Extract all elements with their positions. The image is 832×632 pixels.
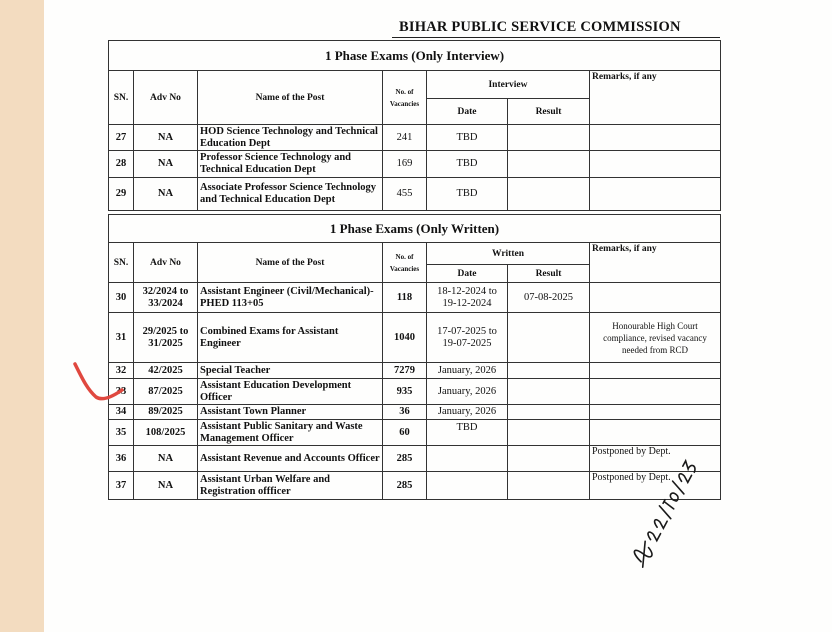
header-underline xyxy=(392,37,720,38)
remarks-cell xyxy=(590,420,721,446)
sn-cell: 31 xyxy=(109,313,134,363)
date-cell: TBD xyxy=(427,151,508,178)
written-table xyxy=(108,214,721,500)
vacancies-cell: 36 xyxy=(383,405,427,420)
post-name-header: Name of the Post xyxy=(198,243,383,283)
remarks-cell xyxy=(590,151,721,178)
vacancies-header: No. of Vacancies xyxy=(383,71,427,125)
interview-group-header: Interview xyxy=(427,71,590,99)
post-cell: Assistant Urban Welfare and Registration offficer xyxy=(198,472,383,500)
date-cell: 17-07-2025 to 19-07-2025 xyxy=(427,313,508,363)
adv-cell: NA xyxy=(134,178,198,211)
adv-cell: 32/2024 to 33/2024 xyxy=(134,283,198,313)
result-cell xyxy=(508,363,590,379)
result-cell xyxy=(508,405,590,420)
result-cell: 07-08-2025 xyxy=(508,283,590,313)
paper-edge xyxy=(0,0,44,632)
result-cell xyxy=(508,125,590,151)
remarks-cell: Postponed by Dept. xyxy=(590,446,721,472)
vacancies-cell: 60 xyxy=(383,420,427,446)
sn-header: SN. xyxy=(109,71,134,125)
sn-cell: 36 xyxy=(109,446,134,472)
vacancies-cell: 935 xyxy=(383,379,427,405)
result-cell xyxy=(508,313,590,363)
result-header: Result xyxy=(508,99,590,125)
post-cell: Assistant Education Development Officer xyxy=(198,379,383,405)
post-cell: Assistant Town Planner xyxy=(198,405,383,420)
sn-cell: 35 xyxy=(109,420,134,446)
sn-cell: 37 xyxy=(109,472,134,500)
remarks-cell xyxy=(590,283,721,313)
adv-no-header: Adv No xyxy=(134,243,198,283)
date-cell: TBD xyxy=(427,178,508,211)
date-cell: 18-12-2024 to 19-12-2024 xyxy=(427,283,508,313)
result-cell xyxy=(508,472,590,500)
remarks-cell: Honourable High Court compliance, revised vacancy needed from RCD xyxy=(590,313,721,363)
vacancies-cell: 7279 xyxy=(383,363,427,379)
written-group-header: Written xyxy=(427,243,590,265)
written-section-title: 1 Phase Exams (Only Written) xyxy=(109,215,721,243)
vacancies-cell: 241 xyxy=(383,125,427,151)
sn-cell: 29 xyxy=(109,178,134,211)
table-row xyxy=(109,472,721,500)
vacancies-cell: 285 xyxy=(383,472,427,500)
remarks-cell: Postponed by Dept. xyxy=(590,472,721,500)
table-row xyxy=(109,363,721,379)
table-row xyxy=(109,151,721,178)
date-cell: January, 2026 xyxy=(427,379,508,405)
post-cell: Assistant Public Sanitary and Waste Management Officer xyxy=(198,420,383,446)
result-cell xyxy=(508,379,590,405)
adv-cell: NA xyxy=(134,151,198,178)
remarks-header: Remarks, if any xyxy=(590,243,721,283)
adv-cell: NA xyxy=(134,125,198,151)
post-cell: Assistant Engineer (Civil/Mechanical)- PHED 113+05 xyxy=(198,283,383,313)
sn-header: SN. xyxy=(109,243,134,283)
table-row xyxy=(109,178,721,211)
date-cell xyxy=(427,446,508,472)
result-cell xyxy=(508,420,590,446)
adv-cell: 42/2025 xyxy=(134,363,198,379)
result-cell xyxy=(508,151,590,178)
table-row xyxy=(109,446,721,472)
adv-cell: NA xyxy=(134,446,198,472)
sn-cell: 27 xyxy=(109,125,134,151)
sn-cell: 34 xyxy=(109,405,134,420)
table-row xyxy=(109,313,721,363)
post-name-header: Name of the Post xyxy=(198,71,383,125)
result-cell xyxy=(508,446,590,472)
vacancies-cell: 285 xyxy=(383,446,427,472)
date-header: Date xyxy=(427,265,508,283)
adv-no-header: Adv No xyxy=(134,71,198,125)
adv-cell: NA xyxy=(134,472,198,500)
remarks-cell xyxy=(590,363,721,379)
remarks-cell xyxy=(590,405,721,420)
date-header: Date xyxy=(427,99,508,125)
post-cell: Associate Professor Science Technology and Technical Education Dept xyxy=(198,178,383,211)
interview-section-title: 1 Phase Exams (Only Interview) xyxy=(109,41,721,71)
post-cell: Combined Exams for Assistant Engineer xyxy=(198,313,383,363)
post-cell: Professor Science Technology and Technical Education Dept xyxy=(198,151,383,178)
date-cell: January, 2026 xyxy=(427,405,508,420)
adv-cell: 108/2025 xyxy=(134,420,198,446)
table-row xyxy=(109,405,721,420)
remarks-cell xyxy=(590,379,721,405)
post-cell: Special Teacher xyxy=(198,363,383,379)
adv-cell: 29/2025 to 31/2025 xyxy=(134,313,198,363)
vacancies-cell: 169 xyxy=(383,151,427,178)
sn-cell: 30 xyxy=(109,283,134,313)
table-row xyxy=(109,420,721,446)
interview-table xyxy=(108,40,721,211)
vacancies-cell: 455 xyxy=(383,178,427,211)
adv-cell: 89/2025 xyxy=(134,405,198,420)
date-cell: January, 2026 xyxy=(427,363,508,379)
result-cell xyxy=(508,178,590,211)
table-row xyxy=(109,283,721,313)
vacancies-cell: 118 xyxy=(383,283,427,313)
sn-cell: 32 xyxy=(109,363,134,379)
date-cell: TBD xyxy=(427,420,508,446)
date-cell: TBD xyxy=(427,125,508,151)
remarks-header: Remarks, if any xyxy=(590,71,721,125)
post-cell: HOD Science Technology and Technical Education Dept xyxy=(198,125,383,151)
organization-header: BIHAR PUBLIC SERVICE COMMISSION xyxy=(399,19,681,35)
table-row xyxy=(109,379,721,405)
remarks-cell xyxy=(590,178,721,211)
date-cell xyxy=(427,472,508,500)
post-cell: Assistant Revenue and Accounts Officer xyxy=(198,446,383,472)
remarks-cell xyxy=(590,125,721,151)
vacancies-header: No. of Vacancies xyxy=(383,243,427,283)
vacancies-cell: 1040 xyxy=(383,313,427,363)
sn-cell: 28 xyxy=(109,151,134,178)
sn-cell: 33 xyxy=(109,379,134,405)
result-header: Result xyxy=(508,265,590,283)
adv-cell: 87/2025 xyxy=(134,379,198,405)
table-row xyxy=(109,125,721,151)
